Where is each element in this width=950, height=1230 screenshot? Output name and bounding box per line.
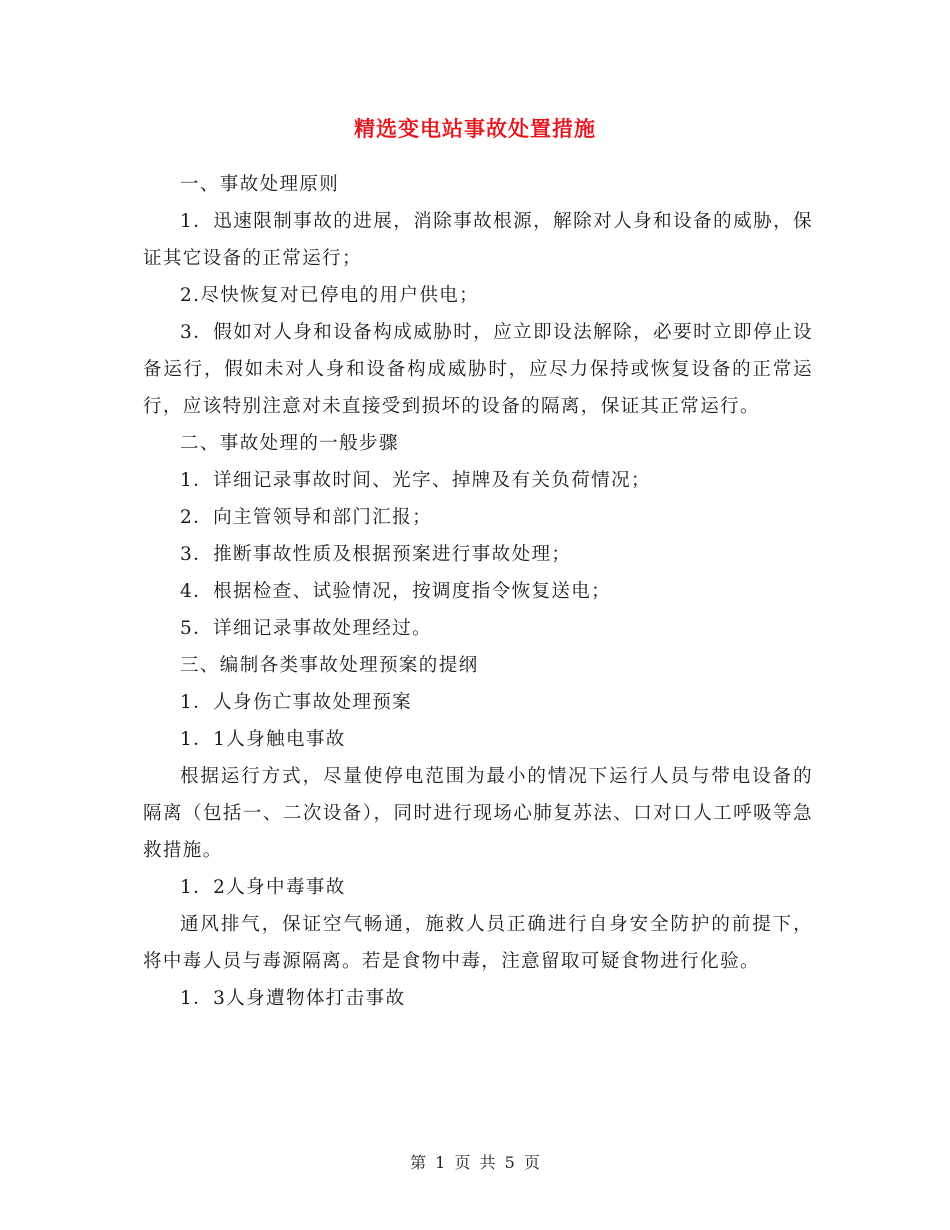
section-heading-2: 二、事故处理的一般步骤 xyxy=(180,433,399,454)
paragraph: 通风排气，保证空气畅通，施救人员正确进行自身安全防护的前提下，将中毒人员与毒源隔离。若是食物中毒，注意留取可疑食物进行化验。 xyxy=(143,914,813,972)
subsection-heading: 1．3人身遭物体打击事故 xyxy=(180,988,406,1009)
section-heading-3: 三、编制各类事故处理预案的提纲 xyxy=(180,655,479,676)
document-title: 精选变电站事故处置措施 xyxy=(354,116,596,141)
paragraph: 4．根据检查、试验情况，按调度指令恢复送电； xyxy=(180,581,612,602)
paragraph: 1．迅速限制事故的进展，消除事故根源，解除对人身和设备的威胁，保证其它设备的正常运行； xyxy=(143,211,813,269)
subsection-heading: 1．人身伤亡事故处理预案 xyxy=(180,692,413,713)
subsection-heading: 1．1人身触电事故 xyxy=(180,729,346,750)
subsection-heading: 1．2人身中毒事故 xyxy=(180,877,346,898)
paragraph: 3．推断事故性质及根据预案进行事故处理； xyxy=(180,544,572,565)
paragraph: 3．假如对人身和设备构成威胁时，应立即设法解除，必要时立即停止设备运行，假如未对人身和设备构成威胁时，应尽力保持或恢复设备的正常运行，应该特别注意对未直接受到损坏的设备的隔离，保证其正常运行。 xyxy=(143,322,813,417)
paragraph: 根据运行方式，尽量使停电范围为最小的情况下运行人员与带电设备的隔离（包括一、二次设备），同时进行现场心肺复苏法、口对口人工呼吸等急救措施。 xyxy=(143,766,813,861)
document-body xyxy=(143,166,813,1017)
paragraph: 5．详细记录事故处理经过。 xyxy=(180,618,432,639)
paragraph: 2．向主管领导和部门汇报； xyxy=(180,507,432,528)
page-number-footer: 第 1 页 共 5 页 xyxy=(410,1153,540,1172)
paragraph: 1．详细记录事故时间、光字、掉牌及有关负荷情况； xyxy=(180,470,651,491)
paragraph: 2.尽快恢复对已停电的用户供电； xyxy=(180,285,480,306)
section-heading-1: 一、事故处理原则 xyxy=(180,174,340,195)
